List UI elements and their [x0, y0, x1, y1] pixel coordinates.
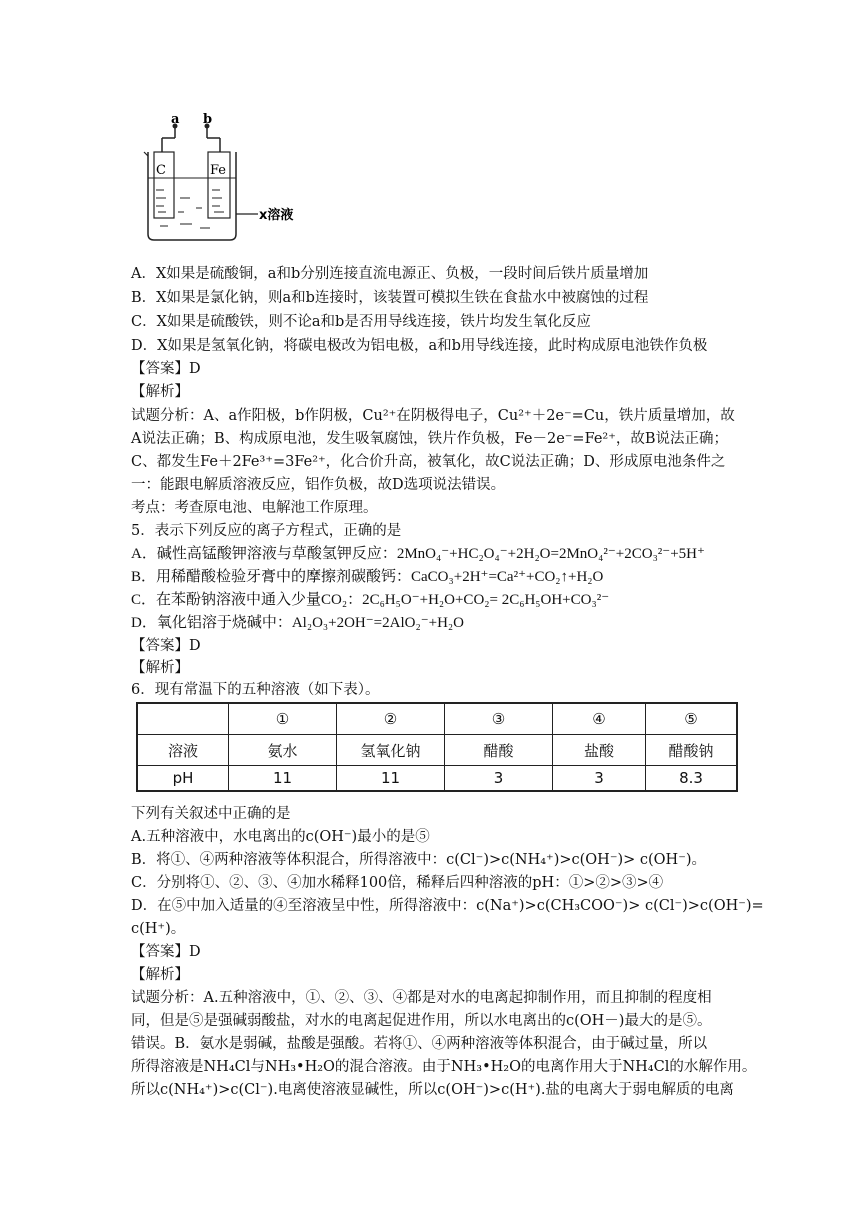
table-cell: 11: [229, 766, 337, 792]
solutions-ph-table: [136, 702, 738, 792]
q4-analysis-line: 一：能跟电解质溶液反应，铝作负极，故D选项说法错误。: [131, 477, 506, 493]
q6-analysis-line: 错误。B．氨水是弱碱，盐酸是强酸。若将①、④两种溶液等体积混合，由于碱过量，所以: [131, 1036, 708, 1052]
q5-stem: 5．表示下列反应的离子方程式，正确的是: [131, 523, 402, 539]
table-cell: 醋酸: [445, 735, 553, 766]
q6-analysis-heading: 【解析】: [131, 967, 189, 983]
q5-option-d: D．氧化铝溶于烧碱中：Al₂O₃+2OH⁻=2AlO₂⁻+H₂O: [131, 615, 464, 631]
q4-option-b: B．X如果是氯化钠，则a和b连接时，该装置可模拟生铁在食盐水中被腐蚀的过程: [131, 290, 649, 306]
q4-option-a: A．X如果是硫酸铜，a和b分别连接直流电源正、负极，一段时间后铁片质量增加: [131, 266, 649, 282]
q5-answer: 【答案】D: [131, 638, 201, 654]
table-cell: 8.3: [646, 766, 738, 792]
q4-analysis-line: C、都发生Fe＋2Fe³⁺=3Fe²⁺，化合价升高，被氧化，故C说法正确；D、形成原电池条件之: [131, 454, 726, 470]
q4-analysis-line: A说法正确；B、构成原电池，发生吸氧腐蚀，铁片作负极，Fe－2e⁻=Fe²⁺，故B说法正确；: [131, 431, 729, 447]
q6-stem: 6．现有常温下的五种溶液（如下表）。: [131, 682, 380, 698]
q6-answer: 【答案】D: [131, 944, 201, 960]
electrolysis-cell-diagram: [140, 112, 310, 244]
table-header-cell: ②: [337, 703, 445, 735]
q4-analysis-heading: 【解析】: [131, 384, 189, 400]
q4-option-c: C．X如果是硫酸铁，则不论a和b是否用导线连接，铁片均发生氧化反应: [131, 314, 591, 330]
q6-option-b: B．将①、④两种溶液等体积混合，所得溶液中：c(Cl⁻)>c(NH₄⁺)>c(OH⁻)> c(OH⁻)。: [131, 852, 707, 868]
table-cell: 醋酸钠: [646, 735, 738, 766]
iron-electrode-label: Fe: [210, 163, 227, 178]
table-header-cell: ③: [445, 703, 553, 735]
q4-kaodian: 考点：考查原电池、电解池工作原理。: [131, 500, 378, 516]
q6-option-c: C．分别将①、②、③、④加水稀释100倍，稀释后四种溶液的pH：①>②>③>④: [131, 875, 664, 891]
terminal-a-label: a: [171, 112, 180, 127]
q5-option-a: A．碱性高锰酸钾溶液与草酸氢钾反应：2MnO₄⁻+HC₂O₄⁻+2H₂O=2MnO₄²⁻+2CO₃²⁻+5H⁺: [131, 546, 705, 562]
q4-analysis-line: 试题分析：A、a作阳极，b作阴极，Cu²⁺在阴极得电子，Cu²⁺＋2e⁻=Cu，铁片质量增加，故: [131, 408, 735, 424]
q5-option-b: B．用稀醋酸检验牙膏中的摩擦剂碳酸钙：CaCO₃+2H⁺=Ca²⁺+CO₂↑+H₂O: [131, 569, 604, 585]
q4-option-d: D．X如果是氢氧化钠，将碳电极改为铝电极，a和b用导线连接，此时构成原电池铁作负极: [131, 338, 708, 354]
solution-label: x溶液: [259, 208, 294, 223]
table-cell: 3: [553, 766, 646, 792]
q6-option-a: A.五种溶液中，水电离出的c(OH⁻)最小的是⑤: [131, 829, 430, 845]
table-header-cell: ⑤: [646, 703, 738, 735]
q6-option-d: D．在⑤中加入适量的④至溶液呈中性，所得溶液中：c(Na⁺)>c(CH₃COO⁻)> c(Cl⁻)>c(OH⁻)=: [131, 898, 764, 914]
table-header-cell: ①: [229, 703, 337, 735]
carbon-electrode-label: C: [156, 163, 166, 178]
table-cell: 11: [337, 766, 445, 792]
table-header-cell: ④: [553, 703, 646, 735]
table-cell: 氨水: [229, 735, 337, 766]
table-cell: pH: [137, 766, 229, 792]
table-cell: 氢氧化钠: [337, 735, 445, 766]
table-cell: 溶液: [137, 735, 229, 766]
q6-analysis-line: 试题分析：A.五种溶液中，①、②、③、④都是对水的电离起抑制作用，而且抑制的程度相: [131, 990, 712, 1006]
q6-option-d-cont: c(H⁺)。: [131, 921, 186, 937]
q6-question: 下列有关叙述中正确的是: [131, 806, 291, 822]
q5-analysis-heading: 【解析】: [131, 660, 189, 676]
terminal-b-label: b: [203, 112, 213, 127]
table-cell: 盐酸: [553, 735, 646, 766]
q6-analysis-line: 所以c(NH₄⁺)>c(Cl⁻).电离使溶液显碱性，所以c(OH⁻)>c(H⁺).盐的电离大于弱电解质的电离: [131, 1082, 734, 1098]
q6-analysis-line: 所得溶液是NH₄Cl与NH₃•H₂O的混合溶液。由于NH₃•H₂O的电离作用大于NH₄Cl的水解作用。: [131, 1059, 757, 1075]
q6-analysis-line: 同，但是⑤是强碱弱酸盐，对水的电离起促进作用，所以水电离出的c(OH－)最大的是⑤。: [131, 1013, 712, 1029]
q5-option-c: C．在苯酚钠溶液中通入少量CO₂：2C₆H₅O⁻+H₂O+CO₂= 2C₆H₅OH+CO₃²⁻: [131, 592, 610, 608]
q4-answer: 【答案】D: [131, 361, 201, 377]
table-header-cell: [137, 703, 229, 735]
table-cell: 3: [445, 766, 553, 792]
